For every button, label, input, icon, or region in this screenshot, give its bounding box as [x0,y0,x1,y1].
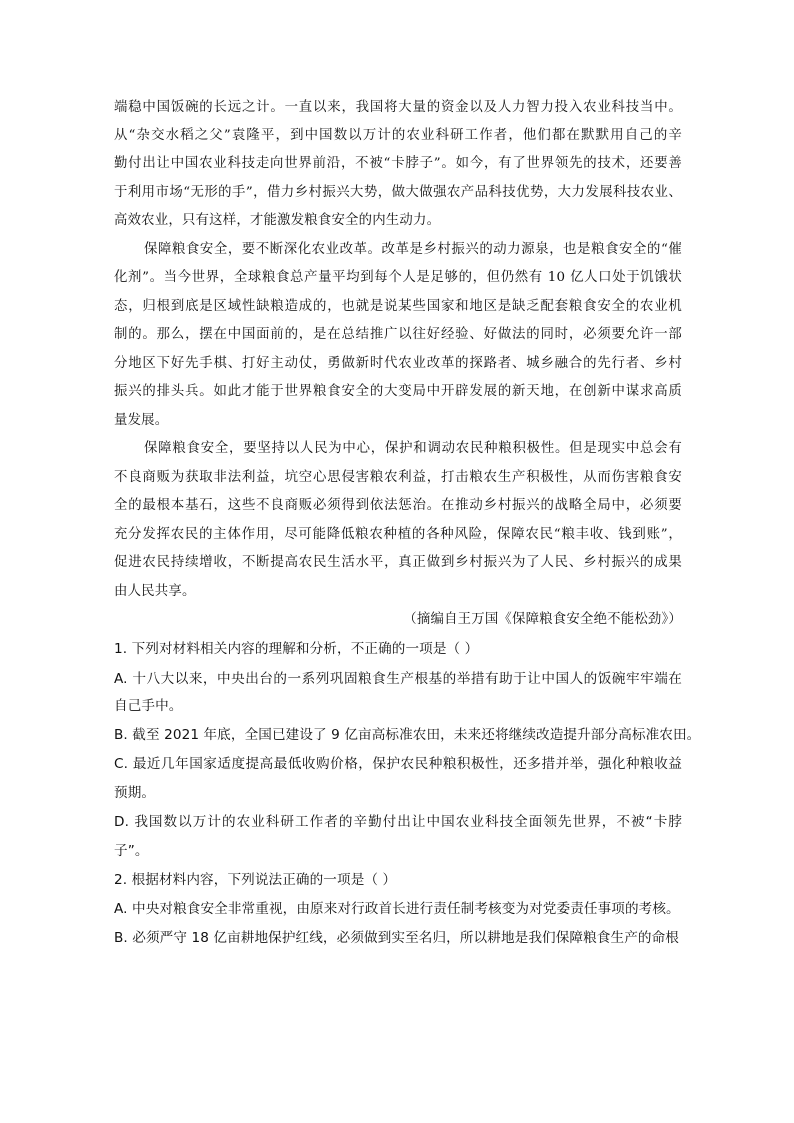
passage-line: 保障粮食安全，要坚持以人民为中心，保护和调动农民种粮积极性。但是现实中总会有 [144,441,682,456]
question-1-option-b: B. 截至 2021 年底，全国已建设了 9 亿亩高标准农田，未来还将继续改造提升部分高标准农田。 [114,727,701,743]
passage-line: 端稳中国饭碗的长远之计。一直以来，我国将大量的资金以及人力智力投入农业科技当中。 [114,100,682,115]
question-2-stem: 2. 根据材料内容，下列说法正确的一项是（ ） [114,872,397,888]
source-citation: （摘编自王万国《保障粮食安全绝不能松劲》） [403,612,682,627]
passage-line: 于利用市场“无形的手”，借力乡村振兴大势，做大做强农产品科技优势，大力发展科技农业、 [114,185,682,200]
passage-line: 充分发挥农民的主体作用，尽可能降低粮农种植的各种风险，保障农民“粮丰收、钱到账”， [114,527,682,542]
question-1-option-a-cont: 自己手中。 [114,698,183,714]
question-1-option-d-cont: 子”。 [114,843,149,859]
passage-line: 促进农民持续增收，不断提高农民生活水平，真正做到乡村振兴为了人民、乡村振兴的成果 [114,555,682,570]
passage-line: 振兴的排头兵。如此才能于世界粮食安全的大变局中开辟发展的新天地，在创新中谋求高质 [114,384,682,399]
question-2-option-b: B. 必须严守 18 亿亩耕地保护红线，必须做到实至名归，所以耕地是我们保障粮食生产的命根 [114,930,679,946]
passage-line: 制的。那么，摆在中国面前的，是在总结推广以往好经验、好做法的同时，必须要允许一部 [114,327,682,342]
question-1-option-d: D. 我国数以万计的农业科研工作者的辛勤付出让中国农业科技全面领先世界，不被“卡脖 [114,814,682,830]
passage-line: 从“杂交水稻之父”袁隆平，到中国数以万计的农业科研工作者，他们都在默默用自己的辛 [114,128,682,143]
passage-line: 高效农业，只有这样，才能激发粮食安全的内生动力。 [114,213,441,228]
passage-line: 由人民共享。 [114,584,196,599]
passage-line: 不良商贩为获取非法利益，坑空心思侵害粮农利益，打击粮农生产积极性，从而伤害粮食安 [114,470,682,485]
question-1-option-c-cont: 预期。 [114,785,156,801]
passage-line: 化剂”。当今世界，全球粮食总产量平均到每个人是足够的，但仍然有 10 亿人口处于饥饿状 [114,270,682,285]
passage-line: 全的最根本基石，这些不良商贩必须得到依法惩治。在推动乡村振兴的战略全局中，必须要 [114,498,682,513]
passage-line: 分地区下好先手棋、打好主动仗，勇做新时代农业改革的探路者、城乡融合的先行者、乡村 [114,356,682,371]
passage-line: 量发展。 [114,413,169,428]
passage-line: 保障粮食安全，要不断深化农业改革。改革是乡村振兴的动力源泉，也是粮食安全的“催 [144,242,682,257]
passage-line: 勤付出让中国农业科技走向世界前沿，不被“卡脖子”。如今，有了世界领先的技术，还要善 [114,156,682,171]
question-2-option-a: A. 中央对粮食安全非常重视，由原来对行政首长进行责任制考核变为对党委责任事项的考核。 [114,901,680,917]
question-1-option-c: C. 最近几年国家适度提高最低收购价格，保护农民种粮积极性，还多措并举，强化种粮收益 [114,756,682,772]
question-1-option-a: A. 十八大以来，中央出台的一系列巩固粮食生产根基的举措有助于让中国人的饭碗牢牢端在 [114,671,682,687]
question-1-stem: 1. 下列对材料相关内容的理解和分析，不正确的一项是（ ） [114,641,479,657]
passage-line: 态，归根到底是区域性缺粮造成的，也就是说某些国家和地区是缺乏配套粮食安全的农业机 [114,299,682,314]
